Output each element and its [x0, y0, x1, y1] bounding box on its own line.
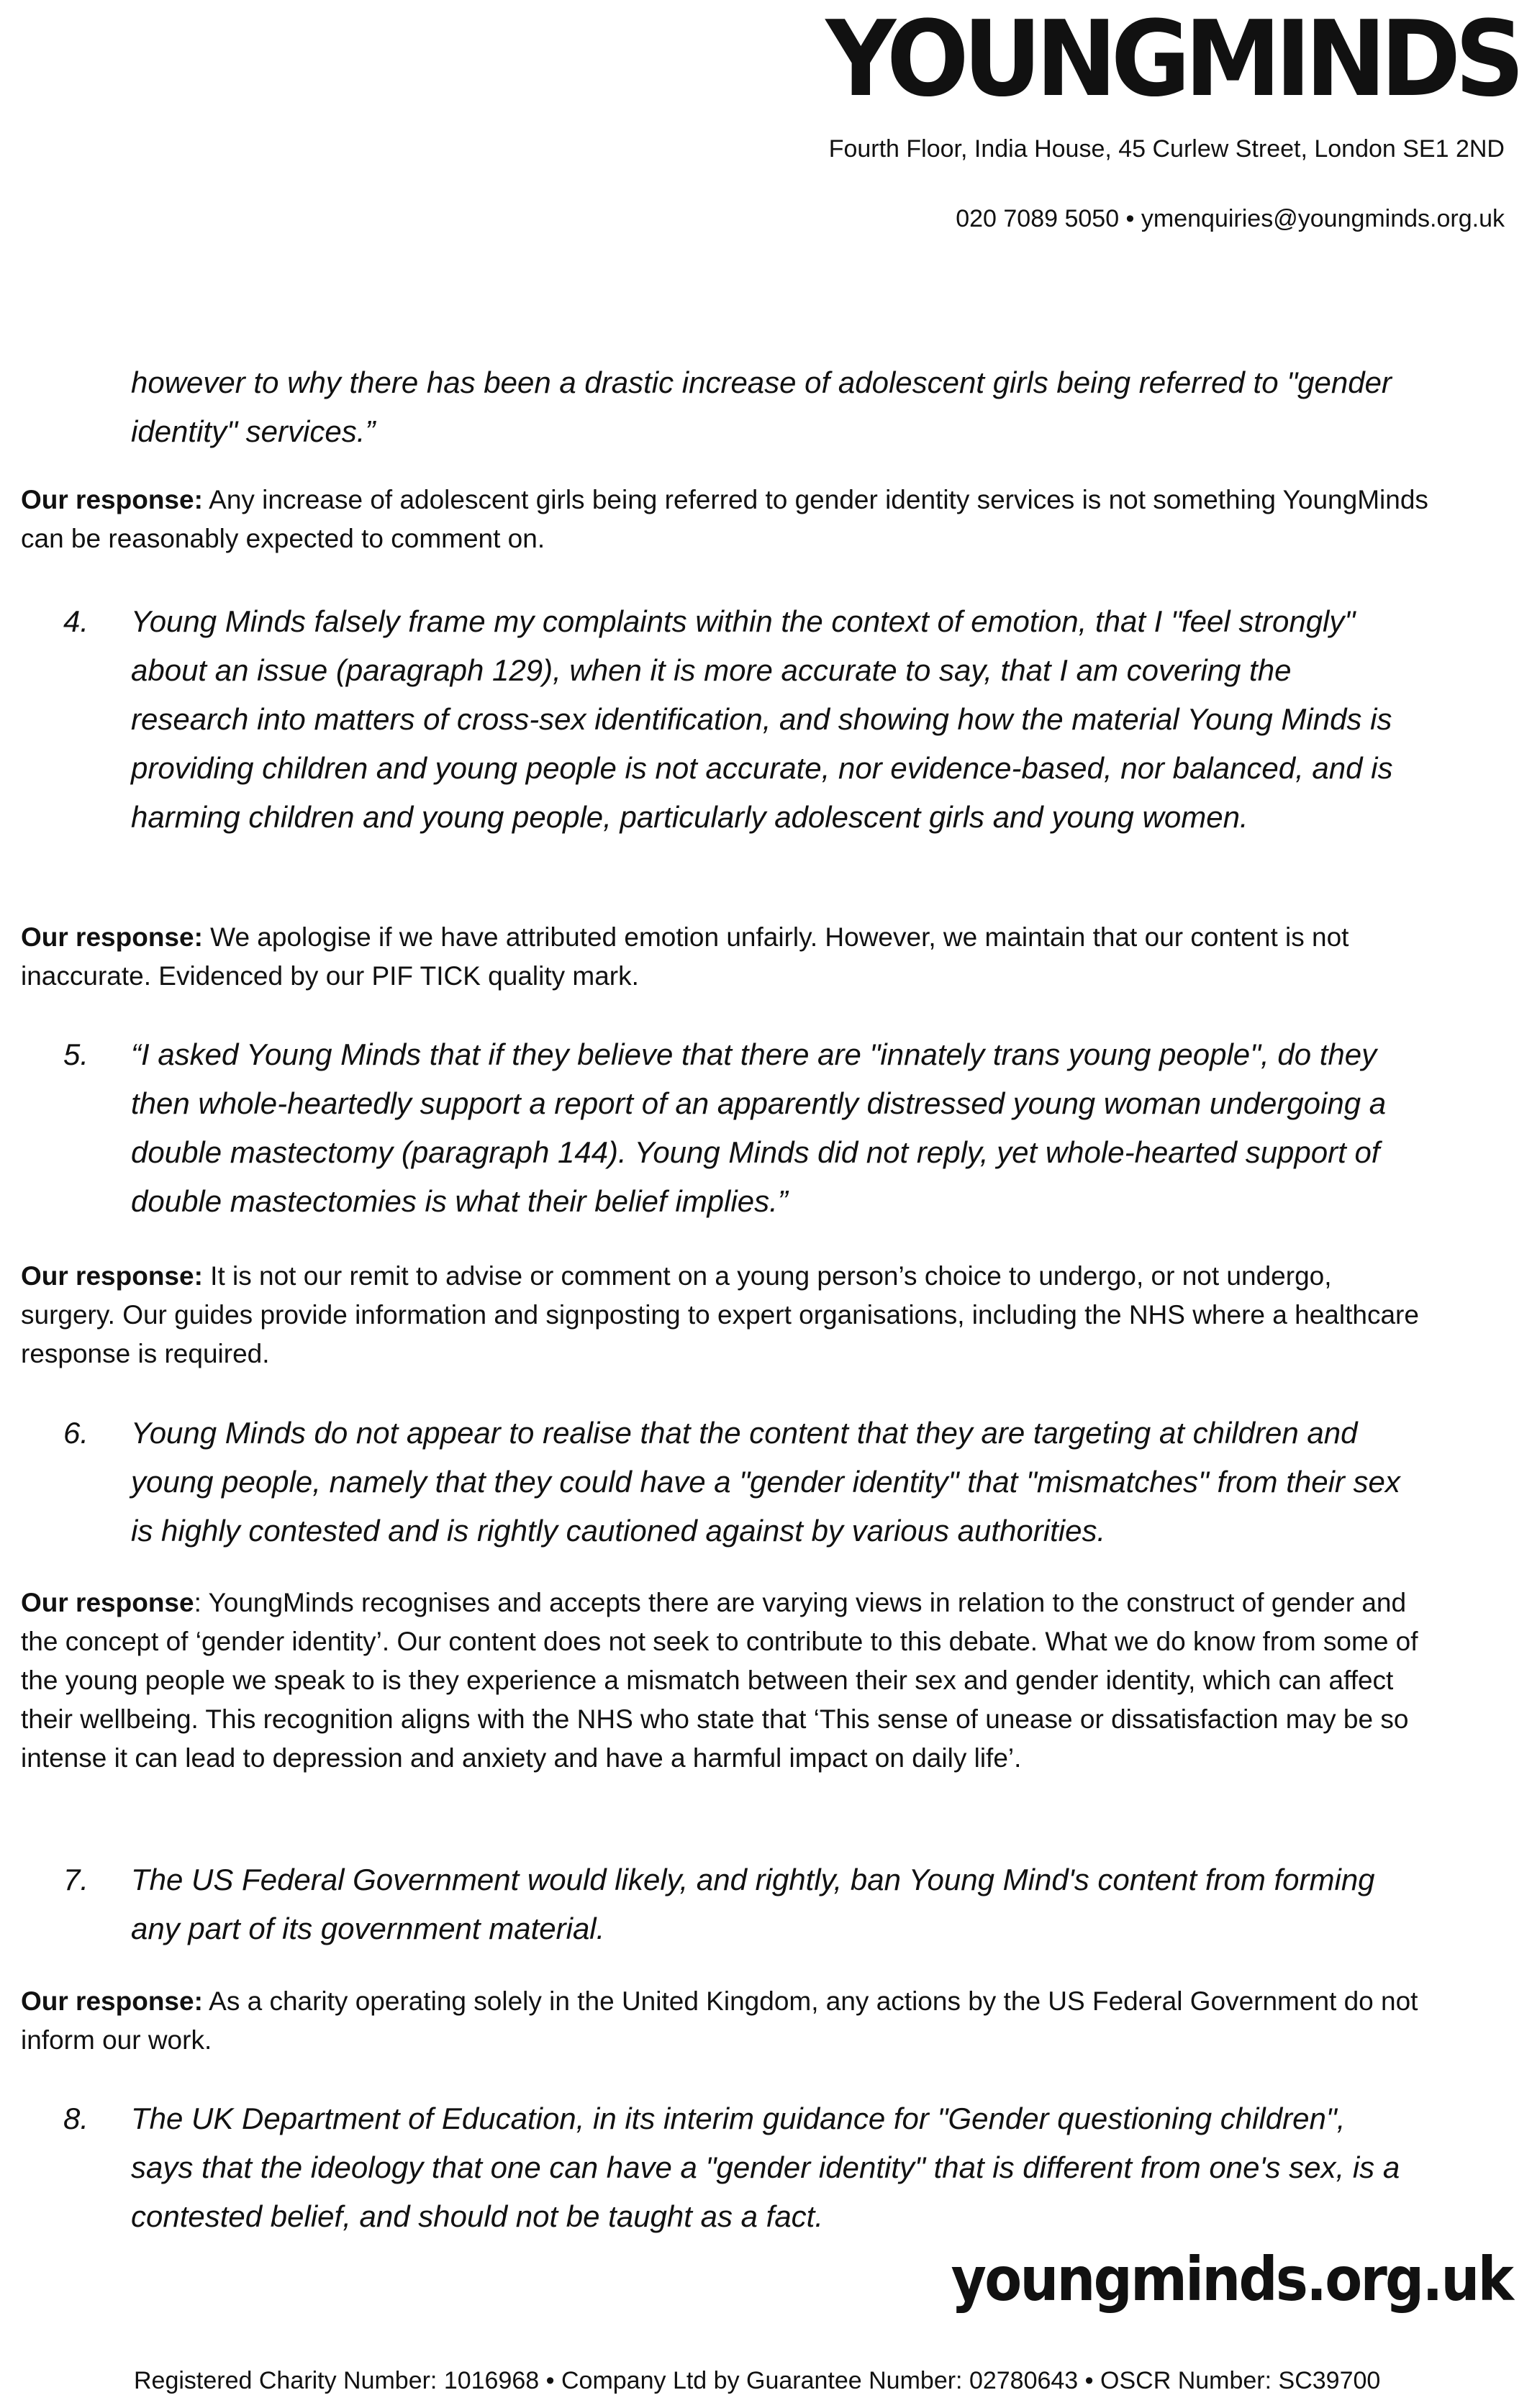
response-label: Our response: — [21, 1261, 203, 1291]
complaint-quote-text: “I asked Young Minds that if they believe that there are "innately trans young people", do they then whole-heartedly support a report of an apparently distressed young woman undergoing a double mastectomy (paragraph 144). Young Minds did not reply, yet whole-hearted support of double mastectomies is what their belief implies.” — [131, 1037, 1387, 1218]
response-paragraph — [21, 918, 1431, 996]
item-number: 4. — [63, 604, 89, 638]
response-paragraph — [21, 1584, 1431, 1778]
item-number: 8. — [63, 2102, 89, 2135]
response-label: Our response — [21, 1588, 194, 1617]
complaint-quote-text: Young Minds falsely frame my complaints within the context of emotion, that I "feel strongly" about an issue (paragraph 129), when it is more accurate to say, that I am covering the research into matters of cross-sex identification, and showing how the material Young Minds is providing children and young people is not accurate, nor evidence-based, nor balanced, and is harming children and young people, particularly adolescent girls and young women. — [131, 604, 1393, 834]
response-paragraph — [21, 481, 1431, 558]
complaint-quote-text: however to why there has been a drastic increase of adolescent girls being referred to "gender identity" services.” — [131, 365, 1392, 448]
organisation-contact: 020 7089 5050 • ymenquiries@youngminds.org.uk — [956, 205, 1505, 232]
response-label: Our response: — [21, 922, 203, 952]
response-paragraph — [21, 1257, 1431, 1373]
item-number: 6. — [63, 1416, 89, 1450]
complaint-item-4 — [63, 597, 1402, 842]
organisation-address: Fourth Floor, India House, 45 Curlew Street, London SE1 2ND — [828, 135, 1505, 163]
response-label: Our response: — [21, 1986, 203, 2016]
complaint-quote-text: Young Minds do not appear to realise that the content that they are targeting at children and young people, namely that they could have a "gender identity" that "mismatches" from their sex is highly contested and is rightly cautioned against by various authorities. — [131, 1416, 1400, 1548]
complaint-item-6 — [63, 1409, 1402, 1555]
response-text: Any increase of adolescent girls being referred to gender identity services is not something YoungMinds can be reasonably expected to comment on. — [21, 485, 1428, 553]
item-number: 5. — [63, 1037, 89, 1071]
youngminds-logo: YOUNGMINDS — [825, 0, 1519, 120]
complaint-item-7 — [63, 1855, 1402, 1953]
item-number: 7. — [63, 1863, 89, 1896]
response-paragraph — [21, 1982, 1431, 2060]
response-text: : YoungMinds recognises and accepts there are varying views in relation to the construct of gender and the concept of ‘gender identity’. Our content does not seek to contribute to this debate. What we do know from some of the young people we speak to is they experience a mismatch between their sex and gender identity, which can affect their wellbeing. This recognition aligns with the NHS who state that ‘This sense of unease or dissatisfaction may be so intense it can lead to depression and anxiety and have a harmful impact on daily life’. — [21, 1588, 1418, 1773]
response-text: It is not our remit to advise or comment on a young person’s choice to undergo, or not undergo, surgery. Our guides provide information and signposting to expert organisations, including the NHS where a healthcare response is required. — [21, 1261, 1419, 1368]
complaint-item-8 — [63, 2094, 1402, 2241]
complaint-quote-text: The US Federal Government would likely, and rightly, ban Young Mind's content from forming any part of its government material. — [131, 1863, 1375, 1945]
complaint-quote-continued — [63, 358, 1402, 456]
complaint-quote-text: The UK Department of Education, in its interim guidance for "Gender questioning children", says that the ideology that one can have a "gender identity" that is different from one's sex, is a contested belief, and should not be taught as a fact. — [131, 2102, 1400, 2233]
registration-footer: Registered Charity Number: 1016968 • Company Ltd by Guarantee Number: 02780643 • OSCR Number: SC39700 — [134, 2367, 1381, 2394]
response-text: As a charity operating solely in the United Kingdom, any actions by the US Federal Government do not inform our work. — [21, 1986, 1418, 2055]
complaint-item-5 — [63, 1030, 1402, 1226]
response-label: Our response: — [21, 485, 203, 514]
response-text: We apologise if we have attributed emotion unfairly. However, we maintain that our content is not inaccurate. Evidenced by our PIF TICK quality mark. — [21, 922, 1349, 991]
website-url: youngminds.org.uk — [951, 2244, 1512, 2314]
